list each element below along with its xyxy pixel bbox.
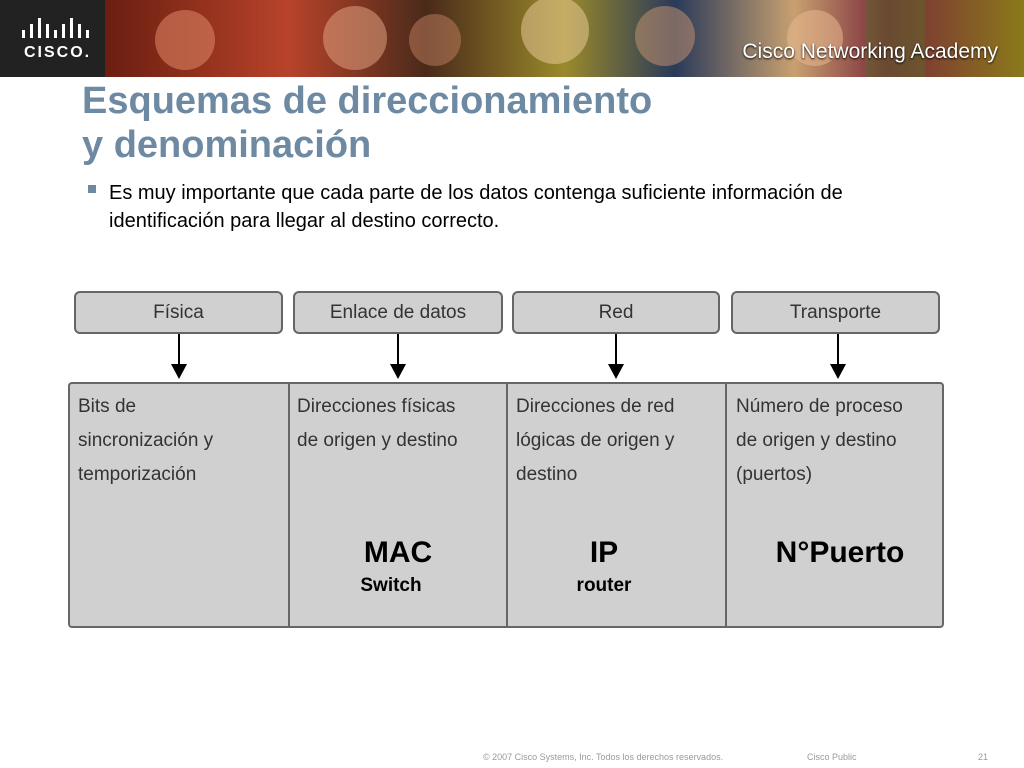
banner-photo-collage [105, 0, 1024, 77]
arrow-down-icon [171, 364, 187, 379]
detail-line: sincronización y [78, 430, 214, 451]
header-banner [0, 0, 1024, 77]
cisco-logo [0, 0, 105, 77]
bullet-text: Es muy importante que cada parte de los datos contenga suficiente información de identificación para llegar al destino correcto. [109, 182, 843, 232]
layer-header-fisica: Física [74, 291, 283, 334]
arrow-down-icon [830, 364, 846, 379]
layer-detail-enlace [297, 390, 458, 458]
detail-line: Direcciones de red [516, 396, 675, 417]
layer-header-transporte: Transporte [731, 291, 940, 334]
detail-line: Bits de [78, 396, 137, 417]
detail-line: temporización [78, 464, 197, 485]
arrow-shaft-fisica [178, 334, 180, 365]
footer-classification: Cisco Public [807, 752, 857, 762]
title-line-2: y denominación [82, 124, 372, 166]
detail-line: destino [516, 464, 578, 485]
cisco-wordmark: CISCO. [24, 44, 92, 61]
bullet-square-icon [88, 185, 96, 193]
column-divider [725, 382, 727, 628]
sublabel-router: router [576, 575, 632, 596]
cisco-bars-icon [20, 18, 90, 42]
detail-line: Número de proceso [736, 396, 903, 417]
footer-page-number: 21 [978, 752, 989, 762]
arrow-shaft-red [615, 334, 617, 365]
layer-detail-red [516, 390, 674, 492]
arrow-down-icon [608, 364, 624, 379]
detail-line: lógicas de origen y [516, 430, 675, 451]
label-puerto: N°Puerto [775, 536, 905, 569]
detail-line: (puertos) [736, 464, 813, 485]
detail-line: de origen y destino [736, 430, 897, 451]
title-line-1: Esquemas de direccionamiento [82, 80, 653, 122]
sublabel-switch: Switch [360, 575, 422, 596]
label-ip: IP [589, 536, 619, 569]
layer-detail-fisica [78, 390, 213, 492]
arrow-shaft-transporte [837, 334, 839, 365]
layer-header-red: Red [512, 291, 720, 334]
footer-copyright: © 2007 Cisco Systems, Inc. Todos los derechos reservados. [483, 752, 724, 762]
label-mac: MAC [363, 536, 433, 569]
detail-line: de origen y destino [297, 430, 458, 451]
slide-title [82, 79, 652, 167]
arrow-down-icon [390, 364, 406, 379]
layer-detail-transporte [736, 390, 903, 492]
detail-line: Direcciones físicas [297, 396, 456, 417]
academy-title: Cisco Networking Academy [742, 40, 998, 63]
layer-header-enlace: Enlace de datos [293, 291, 503, 334]
arrow-shaft-enlace [397, 334, 399, 365]
